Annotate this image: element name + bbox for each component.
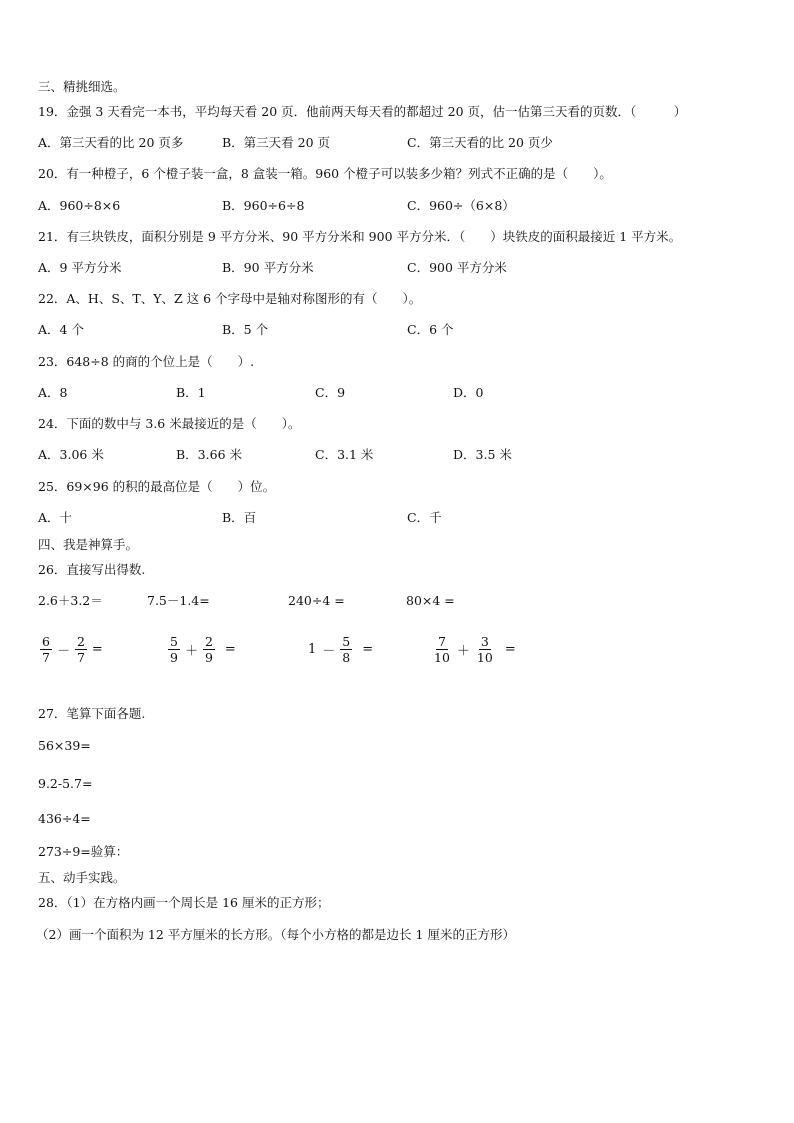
question-24-option-c[interactable]: C．3.1 米 xyxy=(315,447,374,462)
fraction: $\frac{7}{10}$ xyxy=(434,633,450,665)
section-heading-4: 四、我是神算手。 xyxy=(38,537,139,552)
question-21-option-a[interactable]: A．9 平方分米 xyxy=(38,260,122,275)
question-23-option-b[interactable]: B．1 xyxy=(176,385,206,400)
question-19-option-a[interactable]: A．第三天看的比 20 页多 xyxy=(38,135,184,150)
section-heading-3: 三、精挑细选。 xyxy=(38,79,126,94)
question-23-stem: 23．648÷8 的商的个位上是（ ）. xyxy=(38,354,255,369)
fraction-expression-4 xyxy=(430,627,519,671)
question-22-option-c[interactable]: C．6 个 xyxy=(407,322,454,337)
operator: ＋ xyxy=(184,643,198,659)
question-26-stem: 26．直接写出得数. xyxy=(38,562,146,577)
calc-item-2: 7.5－1.4= xyxy=(147,593,210,608)
question-19-option-c[interactable]: C．第三天看的比 20 页少 xyxy=(407,135,553,150)
fraction: $\frac{2}{9}$ xyxy=(204,633,213,665)
written-calc-item-1: 56×39= xyxy=(38,738,91,753)
question-19-option-b[interactable]: B．第三天看 20 页 xyxy=(222,135,331,150)
calc-item-4: 80×4 = xyxy=(406,593,455,608)
equals-sign: = xyxy=(91,641,103,657)
written-calc-item-4: 273÷9=验算： xyxy=(38,844,129,859)
fraction: $\frac{5}{8}$ xyxy=(342,633,351,665)
operator: ＋ xyxy=(456,643,470,659)
calc-item-1: 2.6＋3.2＝ xyxy=(38,593,103,608)
question-25-option-a[interactable]: A．十 xyxy=(38,510,73,525)
question-24-stem: 24．下面的数中与 3.6 米最接近的是（ ）。 xyxy=(38,416,301,431)
question-21-option-c[interactable]: C．900 平方分米 xyxy=(407,260,507,275)
calc-item-3: 240÷4 = xyxy=(288,593,345,608)
equals-sign: = xyxy=(504,641,516,657)
question-25-option-c[interactable]: C．千 xyxy=(407,510,442,525)
question-23-option-a[interactable]: A．8 xyxy=(38,385,68,400)
question-25-option-b[interactable]: B．百 xyxy=(222,510,257,525)
question-21-option-b[interactable]: B．90 平方分米 xyxy=(222,260,314,275)
question-21-stem: 21．有三块铁皮，面积分别是 9 平方分米、90 平方分米和 900 平方分米．（ ）块铁皮的面积最接近 1 平方米。 xyxy=(38,229,682,244)
fraction-expression-3 xyxy=(308,627,376,671)
question-23-option-d[interactable]: D．0 xyxy=(453,385,484,400)
fraction-expression-2 xyxy=(166,627,239,671)
section-heading-5: 五、动手实践。 xyxy=(38,870,126,885)
question-27-stem: 27．笔算下面各题. xyxy=(38,706,146,721)
question-28-part-2: （2）画一个面积为 12 平方厘米的长方形。（每个小方格的都是边长 1 厘米的正方形） xyxy=(36,927,515,942)
question-20-option-c[interactable]: C．960÷（6×8） xyxy=(407,198,515,213)
operator: － xyxy=(56,643,70,659)
question-23-option-c[interactable]: C．9 xyxy=(315,385,346,400)
fraction: $\frac{2}{7}$ xyxy=(76,633,85,665)
question-22-option-b[interactable]: B．5 个 xyxy=(222,322,269,337)
written-calc-item-2: 9.2-5.7= xyxy=(38,776,93,791)
equals-sign: = xyxy=(362,641,374,657)
whole-number: 1 xyxy=(308,641,317,657)
question-19-stem: 19．金强 3 天看完一本书，平均每天看 20 页．他前两天每天看的都超过 20 页，估一估第三天看的页数．（ ） xyxy=(38,104,687,119)
question-20-stem: 20．有一种橙子，6 个橙子装一盒，8 盒装一箱。960 个橙子可以装多少箱？列式不正确的是（ ）。 xyxy=(38,166,612,181)
question-20-option-a[interactable]: A．960÷8×6 xyxy=(38,198,121,213)
fraction: $\frac{3}{10}$ xyxy=(476,633,493,665)
operator: － xyxy=(322,643,336,659)
question-24-option-b[interactable]: B．3.66 米 xyxy=(176,447,242,462)
question-20-option-b[interactable]: B．960÷6÷8 xyxy=(222,198,305,213)
written-calc-item-3: 436÷4= xyxy=(38,811,91,826)
equals-sign: = xyxy=(224,641,236,657)
question-25-stem: 25．69×96 的积的最高位是（ ）位。 xyxy=(38,479,276,494)
question-28-part-1: 28．（1）在方格内画一个周长是 16 厘米的正方形； xyxy=(38,895,330,910)
question-22-stem: 22．A、H、S、T、Y、Z 这 6 个字母中是轴对称图形的有（ ）。 xyxy=(38,291,422,306)
question-24-option-a[interactable]: A．3.06 米 xyxy=(38,447,104,462)
question-24-option-d[interactable]: D．3.5 米 xyxy=(453,447,512,462)
fraction: $\frac{6}{7}$ xyxy=(42,633,50,665)
question-22-option-a[interactable]: A．4 个 xyxy=(38,322,84,337)
fraction-expression-1 xyxy=(38,627,106,671)
fraction: $\frac{5}{9}$ xyxy=(170,633,178,665)
